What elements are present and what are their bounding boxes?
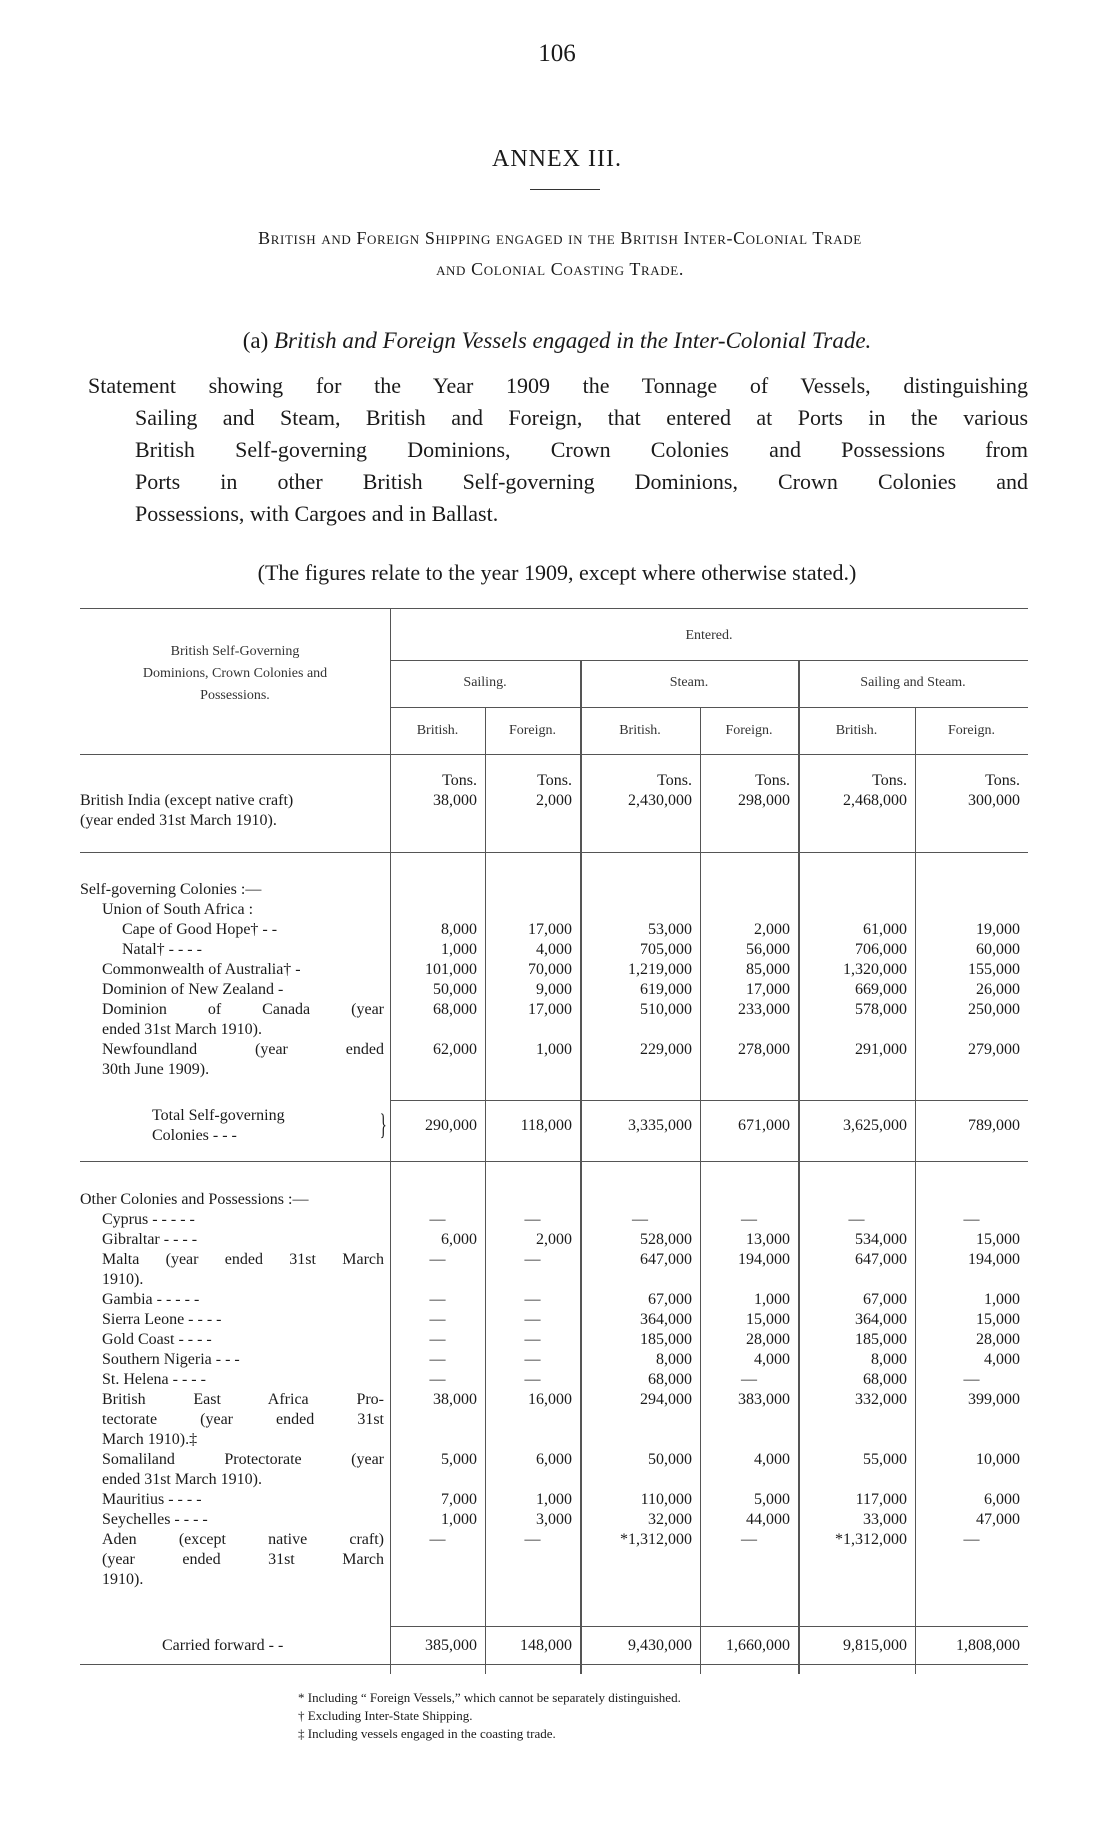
subsection-heading: Union of South Africa :: [102, 901, 254, 918]
total-row-value: 671,000: [738, 1117, 790, 1134]
colony-row-value: 278,000: [738, 1041, 790, 1058]
colony-row-value: 155,000: [968, 961, 1020, 978]
possession-row-value: 110,000: [640, 1491, 692, 1508]
india-value: 2,468,000: [843, 792, 907, 809]
carried-forward-value: 148,000: [520, 1637, 572, 1654]
row-label: ended 31st March 1910).: [102, 1471, 262, 1488]
unit-label: Tons.: [657, 772, 692, 789]
stub-header-line: British Self-Governing: [170, 644, 300, 659]
possession-row-dash: —: [524, 1371, 541, 1388]
total-row-value: 3,335,000: [628, 1117, 692, 1134]
rule-line: [390, 660, 1028, 661]
brace-icon: }: [379, 1108, 387, 1141]
possession-row-value: 194,000: [968, 1251, 1020, 1268]
carried-forward-value: 1,808,000: [956, 1637, 1020, 1654]
section-heading: Self-governing Colonies :—: [80, 881, 262, 898]
possession-row-value: 50,000: [648, 1451, 692, 1468]
possession-row-value: 47,000: [976, 1511, 1020, 1528]
row-label: 30th June 1909).: [102, 1061, 210, 1078]
unit-label: Tons.: [442, 772, 477, 789]
possession-row-dash: —: [429, 1531, 446, 1548]
possession-row-value: 332,000: [855, 1391, 907, 1408]
india-value: 38,000: [433, 792, 477, 809]
colony-row-value: 510,000: [640, 1001, 692, 1018]
colony-row-value: 705,000: [640, 941, 692, 958]
colony-row-value: 1,000: [441, 941, 477, 958]
possession-row-dash: —: [429, 1371, 446, 1388]
row-label: Total Self-governing: [152, 1107, 285, 1124]
colony-row-value: 9,000: [536, 981, 572, 998]
india-value: 300,000: [968, 792, 1020, 809]
colony-row-value: 2,000: [754, 921, 790, 938]
rule-line: [390, 1626, 1028, 1627]
possession-row-dash: —: [632, 1211, 648, 1228]
row-label: 1910).: [102, 1271, 144, 1288]
possession-row-value: 2,000: [536, 1231, 572, 1248]
possession-row-dash: —: [524, 1311, 541, 1328]
possession-row-value: 4,000: [754, 1451, 790, 1468]
statement-line: Sailing and Steam, British and Foreign, that entered at Ports in the various: [135, 405, 1028, 430]
row-label: Dominion of Canada (year: [102, 1001, 384, 1018]
statement-line: British Self-governing Dominions, Crown Colonies and Possessions from: [135, 437, 1028, 462]
row-label: Seychelles - - - -: [102, 1511, 208, 1528]
possession-row-value: 8,000: [656, 1351, 692, 1368]
possession-row-value: 117,000: [855, 1491, 907, 1508]
row-label: 1910).: [102, 1571, 144, 1588]
row-label: Gibraltar - - - -: [102, 1231, 198, 1248]
colony-row-value: 4,000: [536, 941, 572, 958]
possession-row-value: 5,000: [754, 1491, 790, 1508]
subcolumn-header: Foreign.: [725, 723, 773, 738]
possession-row-value: 6,000: [441, 1231, 477, 1248]
statement-line: Statement showing for the Year 1909 the Tonnage of Vessels, distinguishing: [88, 373, 1028, 398]
subcolumn-header: Foreign.: [947, 723, 996, 738]
rule-line: [80, 608, 1028, 609]
possession-row-value: 364,000: [855, 1311, 907, 1328]
row-label: Aden (except native craft): [102, 1531, 384, 1548]
possession-row-dash: —: [524, 1211, 541, 1228]
row-label: Cyprus - - - - -: [102, 1211, 195, 1228]
unit-label: Tons.: [755, 772, 790, 789]
carried-forward-value: 9,430,000: [628, 1637, 692, 1654]
row-label: Somaliland Protectorate (year: [102, 1451, 384, 1468]
colony-row-value: 669,000: [855, 981, 907, 998]
possession-row-dash: —: [963, 1531, 980, 1548]
possession-row-dash: —: [429, 1211, 446, 1228]
possession-row-dash: —: [524, 1331, 541, 1348]
row-label: Dominion of New Zealand -: [102, 981, 284, 998]
rule-line: [390, 1100, 1028, 1101]
row-label: British India (except native craft): [80, 792, 294, 809]
colony-row-value: 70,000: [528, 961, 572, 978]
stub-header-line: Possessions.: [200, 688, 270, 703]
statement-paragraph: [88, 370, 1028, 530]
possession-row-value: 1,000: [754, 1291, 790, 1308]
row-label: Gold Coast - - - -: [102, 1331, 212, 1348]
row-label: (year ended 31st March: [102, 1551, 384, 1568]
possession-row-value: 647,000: [640, 1251, 692, 1268]
possession-row-value: 44,000: [746, 1511, 790, 1528]
possession-row-value: 28,000: [746, 1331, 790, 1348]
rule-line: [80, 1664, 1028, 1665]
row-label: St. Helena - - - -: [102, 1371, 206, 1388]
subcolumn-header: British.: [835, 723, 878, 738]
stub-header-line: Dominions, Crown Colonies and: [142, 666, 328, 681]
footnote: ‡ Including vessels engaged in the coasting trade.: [298, 1726, 556, 1741]
possession-row-value: 3,000: [536, 1511, 572, 1528]
colony-row-value: 233,000: [738, 1001, 790, 1018]
possession-row-value: 5,000: [441, 1451, 477, 1468]
possession-row-value: 6,000: [984, 1491, 1020, 1508]
colony-row-value: 291,000: [855, 1041, 907, 1058]
page-number: 106: [538, 40, 576, 67]
possession-row-value: 1,000: [441, 1511, 477, 1528]
possession-row-value: 15,000: [976, 1231, 1020, 1248]
possession-row-dash: —: [741, 1211, 757, 1228]
colony-row-value: 229,000: [640, 1041, 692, 1058]
row-label: Gambia - - - - -: [102, 1291, 200, 1308]
india-value: 2,000: [536, 792, 572, 809]
row-label: Malta (year ended 31st March: [102, 1251, 384, 1268]
colony-row-value: 250,000: [968, 1001, 1020, 1018]
carried-forward-value: 385,000: [425, 1637, 477, 1654]
possession-row-value: 10,000: [976, 1451, 1020, 1468]
possession-row-value: 1,000: [536, 1491, 572, 1508]
colony-row-value: 1,219,000: [628, 961, 692, 978]
row-label: Colonies - - -: [152, 1127, 237, 1144]
unit-label: Tons.: [537, 772, 572, 789]
india-value: 2,430,000: [628, 792, 692, 809]
unit-label: Tons.: [872, 772, 907, 789]
possession-row-dash: —: [429, 1351, 446, 1368]
possession-row-dash: —: [524, 1251, 541, 1268]
possession-row-value: 67,000: [863, 1291, 907, 1308]
possession-row-dash: —: [741, 1531, 757, 1548]
possession-row-value: 28,000: [976, 1331, 1020, 1348]
possession-row-value: *1,312,000: [620, 1531, 692, 1548]
colony-row-value: 60,000: [976, 941, 1020, 958]
india-value: 298,000: [738, 792, 790, 809]
possession-row-value: 55,000: [863, 1451, 907, 1468]
subcolumn-header: Foreign.: [508, 723, 557, 738]
footnote: * Including “ Foreign Vessels,” which cannot be separately distinguished.: [298, 1690, 681, 1705]
tonnage-table: [80, 608, 1028, 1674]
statement-line: Possessions, with Cargoes and in Ballast.: [135, 501, 499, 526]
total-row-value: 290,000: [425, 1117, 477, 1134]
heading-line-1: British and Foreign Shipping engaged in the British Inter-Colonial Trade: [258, 228, 862, 248]
colony-row-value: 61,000: [863, 921, 907, 938]
possession-row-value: 1,000: [984, 1291, 1020, 1308]
carried-forward-value: 9,815,000: [843, 1637, 907, 1654]
subtitle-italic: British and Foreign Vessels engaged in the Inter-Colonial Trade.: [274, 328, 872, 353]
row-label: (year ended 31st March 1910).: [80, 812, 277, 829]
group-header: Sailing.: [463, 675, 507, 690]
possession-row-dash: —: [848, 1211, 865, 1228]
possession-row-value: 4,000: [984, 1351, 1020, 1368]
row-label: Cape of Good Hope† - -: [122, 921, 278, 938]
total-row-value: 3,625,000: [843, 1117, 907, 1134]
colony-row-value: 279,000: [968, 1041, 1020, 1058]
colony-row-value: 26,000: [976, 981, 1020, 998]
possession-row-value: 185,000: [855, 1331, 907, 1348]
entered-header: Entered.: [685, 628, 733, 643]
colony-row-value: 17,000: [746, 981, 790, 998]
possession-row-value: 647,000: [855, 1251, 907, 1268]
possession-row-value: 4,000: [754, 1351, 790, 1368]
possession-row-value: 399,000: [968, 1391, 1020, 1408]
row-label: Sierra Leone - - - -: [102, 1311, 222, 1328]
subtitle: [0, 328, 1114, 354]
group-header: Sailing and Steam.: [860, 675, 966, 690]
rule-line: [80, 852, 1028, 853]
possession-row-value: 534,000: [855, 1231, 907, 1248]
possession-row-dash: —: [963, 1211, 980, 1228]
possession-row-value: 68,000: [648, 1371, 692, 1388]
colony-row-value: 1,320,000: [843, 961, 907, 978]
row-label: Southern Nigeria - - -: [102, 1351, 240, 1368]
colony-row-value: 578,000: [855, 1001, 907, 1018]
colony-row-value: 8,000: [441, 921, 477, 938]
subcolumn-header: British.: [619, 723, 661, 738]
row-label: British East Africa Pro-: [102, 1391, 384, 1408]
unit-label: Tons.: [985, 772, 1020, 789]
possession-row-value: 194,000: [738, 1251, 790, 1268]
row-label: Natal† - - - -: [122, 941, 202, 958]
group-header: Steam.: [669, 675, 709, 690]
colony-row-value: 17,000: [528, 921, 572, 938]
title-rule: [530, 189, 600, 190]
total-row-value: 118,000: [520, 1117, 572, 1134]
possession-row-value: 185,000: [640, 1331, 692, 1348]
row-label: March 1910).‡: [102, 1431, 198, 1448]
colony-row-value: 62,000: [433, 1041, 477, 1058]
possession-row-dash: —: [741, 1371, 757, 1388]
annex-title: ANNEX III.: [492, 146, 622, 172]
possession-row-value: 8,000: [871, 1351, 907, 1368]
colony-row-value: 68,000: [433, 1001, 477, 1018]
possession-row-dash: —: [963, 1371, 980, 1388]
possession-row-value: 32,000: [648, 1511, 692, 1528]
carried-forward-label: Carried forward - -: [162, 1637, 284, 1654]
possession-row-value: 364,000: [640, 1311, 692, 1328]
possession-row-value: 33,000: [863, 1511, 907, 1528]
row-label: ended 31st March 1910).: [102, 1021, 262, 1038]
possession-row-value: 7,000: [441, 1491, 477, 1508]
possession-row-value: 16,000: [528, 1391, 572, 1408]
possession-row-value: 6,000: [536, 1451, 572, 1468]
possession-row-value: 294,000: [640, 1391, 692, 1408]
possession-row-value: 38,000: [433, 1391, 477, 1408]
colony-row-value: 56,000: [746, 941, 790, 958]
possession-row-dash: —: [524, 1531, 541, 1548]
row-label: Commonwealth of Australia† -: [102, 961, 301, 978]
possession-row-dash: —: [429, 1251, 446, 1268]
row-label: Newfoundland (year ended: [102, 1041, 384, 1058]
colony-row-value: 101,000: [425, 961, 477, 978]
colony-row-value: 85,000: [746, 961, 790, 978]
possession-row-value: *1,312,000: [835, 1531, 907, 1548]
possession-row-dash: —: [524, 1351, 541, 1368]
possession-row-dash: —: [524, 1291, 541, 1308]
row-label: tectorate (year ended 31st: [102, 1411, 384, 1428]
possession-row-value: 13,000: [746, 1231, 790, 1248]
footnote: † Excluding Inter-State Shipping.: [298, 1708, 473, 1723]
colony-row-value: 17,000: [528, 1001, 572, 1018]
possession-row-dash: —: [429, 1311, 446, 1328]
row-label: Mauritius - - - -: [102, 1491, 202, 1508]
possession-row-value: 15,000: [746, 1311, 790, 1328]
colony-row-value: 19,000: [976, 921, 1020, 938]
possession-row-value: 15,000: [976, 1311, 1020, 1328]
rule-line: [80, 754, 1028, 755]
subcolumn-header: British.: [416, 723, 459, 738]
figures-note: (The figures relate to the year 1909, except where otherwise stated.): [257, 560, 857, 585]
possession-row-value: 68,000: [863, 1371, 907, 1388]
rule-line: [80, 1161, 1028, 1162]
possession-row-dash: —: [429, 1331, 446, 1348]
colony-row-value: 50,000: [433, 981, 477, 998]
possession-row-value: 383,000: [738, 1391, 790, 1408]
section-heading: Other Colonies and Possessions :—: [80, 1191, 309, 1208]
colony-row-value: 706,000: [855, 941, 907, 958]
heading-line-2: and Colonial Coasting Trade.: [436, 259, 684, 279]
statement-line: Ports in other British Self-governing Dominions, Crown Colonies and: [135, 469, 1028, 494]
possession-row-dash: —: [429, 1291, 446, 1308]
carried-forward-value: 1,660,000: [726, 1637, 790, 1654]
colony-row-value: 1,000: [536, 1041, 572, 1058]
colony-row-value: 619,000: [640, 981, 692, 998]
possession-row-value: 528,000: [640, 1231, 692, 1248]
colony-row-value: 53,000: [648, 921, 692, 938]
possession-row-value: 67,000: [648, 1291, 692, 1308]
subtitle-prefix: (a): [242, 328, 274, 353]
total-row-value: 789,000: [968, 1117, 1020, 1134]
